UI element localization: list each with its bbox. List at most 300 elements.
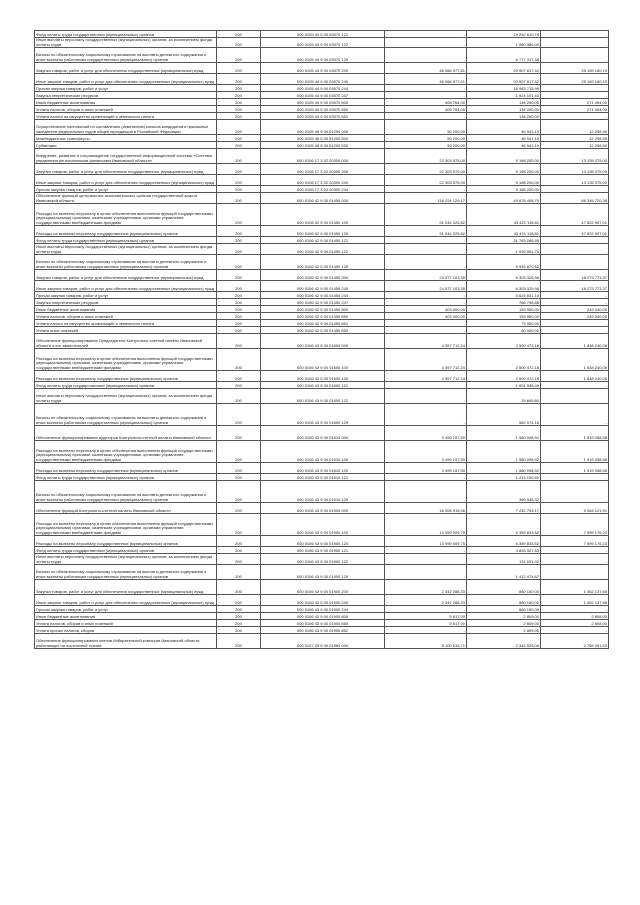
budget-code-cell: 000 0106 43 9 00 01610 100: [261, 441, 385, 463]
table-row: [35, 463, 609, 474]
unexecuted-amount-cell: 1 848 240,06: [541, 371, 609, 382]
table-row: [35, 204, 609, 226]
unexecuted-amount-cell: 1 919 058,58: [541, 441, 609, 463]
unexecuted-amount-cell: 2 808,00: [541, 620, 609, 627]
approved-amount-cell: -: [385, 627, 467, 634]
approved-amount-cell: 59 200,00: [385, 142, 467, 149]
table-row: [35, 113, 609, 120]
executed-amount-cell: 7 242 793,17: [467, 503, 541, 514]
line-code-cell: 200: [217, 371, 261, 382]
unexecuted-amount-cell: -: [541, 85, 609, 92]
row-name-cell: Иные бюджетные ассигнования: [35, 613, 217, 620]
table-row: [35, 627, 609, 634]
executed-amount-cell: 6 777 417,48: [467, 48, 541, 63]
line-code-cell: 200: [217, 281, 261, 292]
table-row: [35, 349, 609, 371]
approved-amount-cell: 91 244 025,82: [385, 204, 467, 226]
table-row: [35, 292, 609, 299]
budget-code-cell: 000 0106 43 9 00 01900 850: [261, 620, 385, 627]
line-code-cell: 200: [217, 389, 261, 404]
row-name-cell: Иные закупки товаров, работ и услуг для обеспечения государственных (муниципальных) нужд: [35, 281, 217, 292]
budget-code-cell: 000 0105 44 9 00 03570 850: [261, 106, 385, 113]
table-row: [35, 92, 609, 99]
line-code-cell: 200: [217, 627, 261, 634]
row-name-cell: Взносы по обязательному социальному страхованию на выплаты денежного содержания и иные выплаты работникам государственных (муниципальных) органов: [35, 565, 217, 580]
row-name-cell: Расходы на выплаты персоналу в целях обеспечения выполнения функций государственными (муниципальными) органами, казенными учреждениями, органами управления государственными внебюджетными фондами: [35, 204, 217, 226]
table-row: [35, 620, 609, 627]
unexecuted-amount-cell: -: [541, 92, 609, 99]
row-name-cell: Расходы на выплаты персоналу государственных (муниципальных) органов: [35, 463, 217, 474]
executed-amount-cell: 766 798,88: [467, 299, 541, 306]
line-code-cell: 200: [217, 164, 261, 175]
unexecuted-amount-cell: -: [541, 320, 609, 327]
budget-code-cell: 000 0106 42 9 00 01450 853: [261, 327, 385, 334]
table-row: [35, 270, 609, 281]
unexecuted-amount-cell: -: [541, 299, 609, 306]
executed-amount-cell: 2 809,00: [467, 620, 541, 627]
row-name-cell: Взносы по обязательному социальному страхованию на выплаты денежного содержания и иные выплаты работникам государственных (муниципальных) органов: [35, 48, 217, 63]
unexecuted-amount-cell: 271 494,00: [541, 106, 609, 113]
row-name-cell: Расходы на выплаты персоналу в целях обеспечения выполнения функций государственными (муниципальными) органами, казенными учреждениями, органами управления государственными внебюджетными фондами: [35, 441, 217, 463]
budget-code-cell: 000 0106 43 9 00 01900 122: [261, 554, 385, 565]
approved-amount-cell: 4 357 712,24: [385, 334, 467, 349]
line-code-cell: 200: [217, 113, 261, 120]
table-row: [35, 85, 609, 92]
approved-amount-cell: 13 959 009,75: [385, 536, 467, 547]
approved-amount-cell: 405 764,00: [385, 99, 467, 106]
executed-amount-cell: 880 150,00: [467, 595, 541, 606]
executed-amount-cell: 46 941,10: [467, 120, 541, 135]
budget-code-cell: 000 0106 17 3 02 20300 000: [261, 149, 385, 164]
row-name-cell: Взносы по обязательному социальному страхованию на выплаты денежного содержания и иные выплаты работникам государственных (муниципальных) органов: [35, 255, 217, 270]
budget-code-cell: 000 0106 43 9 00 01900 000: [261, 503, 385, 514]
table-row: [35, 120, 609, 135]
budget-code-cell: 000 0106 43 9 00 01900 100: [261, 514, 385, 536]
row-name-cell: Закупка товаров, работ и услуг для обеспечения государственных (муниципальных) нужд: [35, 63, 217, 74]
approved-amount-cell: 3 499 157,50: [385, 426, 467, 441]
executed-amount-cell: 1 213 150,60: [467, 474, 541, 481]
unexecuted-amount-cell: -: [541, 606, 609, 613]
table-row: [35, 536, 609, 547]
line-code-cell: 200: [217, 463, 261, 474]
table-row: [35, 503, 609, 514]
executed-amount-cell: 46 941,10: [467, 135, 541, 142]
executed-amount-cell: 2 509 472,18: [467, 349, 541, 371]
unexecuted-amount-cell: 12 258,90: [541, 142, 609, 149]
table-row: [35, 74, 609, 85]
unexecuted-amount-cell: -: [541, 554, 609, 565]
executed-amount-cell: 43 421 118,81: [467, 204, 541, 226]
line-code-cell: 200: [217, 503, 261, 514]
unexecuted-amount-cell: 12 258,90: [541, 120, 609, 135]
budget-code-cell: 000 0105 44 9 00 03570 122: [261, 38, 385, 48]
budget-code-cell: 000 0106 43 9 00 01900 200: [261, 580, 385, 595]
row-name-cell: Расходы на выплаты персоналу государственных (муниципальных) органов: [35, 371, 217, 382]
approved-amount-cell: 5 109 616,71: [385, 634, 467, 649]
table-row: [35, 613, 609, 620]
budget-code-cell: 000 0106 43 9 00 01610 121: [261, 474, 385, 481]
line-code-cell: 200: [217, 474, 261, 481]
approved-amount-cell: -: [385, 547, 467, 554]
line-code-cell: 200: [217, 92, 261, 99]
approved-amount-cell: 59 200,00: [385, 120, 467, 135]
approved-amount-cell: 3 499 157,50: [385, 463, 467, 474]
line-code-cell: 200: [217, 404, 261, 426]
approved-amount-cell: -: [385, 299, 467, 306]
line-code-cell: 200: [217, 606, 261, 613]
budget-code-cell: 000 0106 43 9 00 01900 121: [261, 547, 385, 554]
row-name-cell: Расходы на выплаты персоналу в целях обеспечения выполнения функций государственными (муниципальными) органами, казенными учреждениями, органами управления государственными внебюджетными фондами: [35, 349, 217, 371]
row-name-cell: Закупка энергетических ресурсов: [35, 92, 217, 99]
line-code-cell: 200: [217, 327, 261, 334]
executed-amount-cell: 73 960,00: [467, 320, 541, 327]
row-name-cell: Закупка товаров, работ и услуг для обеспечения государственных (муниципальных) нужд: [35, 580, 217, 595]
approved-amount-cell: -: [385, 244, 467, 255]
table-row: [35, 441, 609, 463]
approved-amount-cell: 91 244 025,82: [385, 226, 467, 237]
approved-amount-cell: 403 000,00: [385, 306, 467, 313]
table-row: [35, 595, 609, 606]
budget-code-cell: 000 0106 42 9 00 01450 247: [261, 299, 385, 306]
budget-code-cell: 000 0106 42 9 00 01450 100: [261, 204, 385, 226]
budget-code-cell: 000 0105 44 9 00 03570 247: [261, 92, 385, 99]
unexecuted-amount-cell: -: [541, 292, 609, 299]
budget-code-cell: 000 0106 43 9 00 01900 244: [261, 606, 385, 613]
row-name-cell: Расходы на выплаты персоналу государственных (муниципальных) органов: [35, 226, 217, 237]
approved-amount-cell: 4 357 712,24: [385, 371, 467, 382]
line-code-cell: 200: [217, 554, 261, 565]
table-row: [35, 634, 609, 649]
table-row: [35, 426, 609, 441]
budget-code-cell: 000 0105 44 9 00 03570 244: [261, 85, 385, 92]
row-name-cell: Фонд оплаты труда государственных (муниципальных) органов: [35, 382, 217, 389]
executed-amount-cell: 582 074,18: [467, 404, 541, 426]
budget-code-cell: 000 0106 42 9 00 01450 851: [261, 320, 385, 327]
approved-amount-cell: 5 617,00: [385, 620, 467, 627]
row-name-cell: Уплата прочих налогов, сборов: [35, 627, 217, 634]
unexecuted-amount-cell: -: [541, 38, 609, 48]
row-name-cell: Взносы по обязательному социальному страхованию на выплаты денежного содержания и иные выплаты работникам государственных (муниципальных) органов: [35, 481, 217, 503]
unexecuted-amount-cell: 25 159 160,19: [541, 63, 609, 74]
unexecuted-amount-cell: -: [541, 113, 609, 120]
approved-amount-cell: -: [385, 327, 467, 334]
approved-amount-cell: 24 577 103,35: [385, 270, 467, 281]
line-code-cell: 200: [217, 193, 261, 204]
row-name-cell: Прочая закупка товаров, работ и услуг: [35, 292, 217, 299]
executed-amount-cell: 20 907 817,42: [467, 74, 541, 85]
row-name-cell: Обеспечение функционирования аудиторов Контрольно-счетной палаты Ивановской области: [35, 426, 217, 441]
unexecuted-amount-cell: 1 919 058,58: [541, 426, 609, 441]
approved-amount-cell: -: [385, 85, 467, 92]
row-name-cell: Уплата налога на имущество организаций и земельного налога: [35, 320, 217, 327]
line-code-cell: 200: [217, 595, 261, 606]
budget-code-cell: 000 0106 43 9 00 01900 800: [261, 613, 385, 620]
executed-amount-cell: 1 580 098,92: [467, 426, 541, 441]
table-row: [35, 244, 609, 255]
line-code-cell: 200: [217, 536, 261, 547]
table-row: [35, 149, 609, 164]
unexecuted-amount-cell: -: [541, 474, 609, 481]
budget-code-cell: 000 0105 44 9 00 03570 800: [261, 99, 385, 106]
table-row: [35, 327, 609, 334]
executed-amount-cell: 1 924 101,43: [467, 92, 541, 99]
budget-code-cell: 000 0106 42 9 00 01450 122: [261, 244, 385, 255]
budget-report-sheet: [34, 30, 608, 649]
row-name-cell: Иные выплаты персоналу государственных (муниципальных) органов, за исключением фонда оплаты труда: [35, 554, 217, 565]
table-row: [35, 226, 609, 237]
budget-code-cell: 000 0106 43 9 00 01900 129: [261, 565, 385, 580]
approved-amount-cell: 3 499 157,50: [385, 441, 467, 463]
table-row: [35, 554, 609, 565]
approved-amount-cell: 5 617,00: [385, 613, 467, 620]
unexecuted-amount-cell: 1 919 058,58: [541, 463, 609, 474]
approved-amount-cell: -: [385, 320, 467, 327]
executed-amount-cell: 9 168 200,00: [467, 186, 541, 193]
executed-amount-cell: 1 060 389,00: [467, 38, 541, 48]
table-row: [35, 382, 609, 389]
unexecuted-amount-cell: 18 273 773,37: [541, 270, 609, 281]
unexecuted-amount-cell: -: [541, 627, 609, 634]
executed-amount-cell: 2 509 472,18: [467, 371, 541, 382]
budget-code-cell: 000 0106 42 9 00 01450 121: [261, 237, 385, 244]
row-name-cell: Уплата налогов, сборов и иных платежей: [35, 313, 217, 320]
budget-code-cell: 000 0106 43 9 00 01600 120: [261, 371, 385, 382]
row-name-cell: Уплата налогов, сборов и иных платежей: [35, 620, 217, 627]
executed-amount-cell: 2 344 525,08: [467, 634, 541, 649]
budget-code-cell: 000 0106 43 9 00 01600 122: [261, 389, 385, 404]
approved-amount-cell: 46 066 977,61: [385, 63, 467, 74]
budget-code-cell: 000 0106 42 9 00 01450 850: [261, 313, 385, 320]
approved-amount-cell: -: [385, 382, 467, 389]
approved-amount-cell: 22 303 575,00: [385, 149, 467, 164]
executed-amount-cell: 20 907 817,42: [467, 63, 541, 74]
approved-amount-cell: 4 357 712,24: [385, 349, 467, 371]
table-row: [35, 38, 609, 48]
unexecuted-amount-cell: -: [541, 382, 609, 389]
row-name-cell: Иные закупки товаров, работ и услуг для обеспечения государственных (муниципальных) нужд: [35, 595, 217, 606]
budget-code-cell: 000 0105 44 9 00 03570 240: [261, 74, 385, 85]
row-name-cell: Иные выплаты персоналу государственных (муниципальных) органов, за исключением фонда оплаты труда: [35, 38, 217, 48]
table-row: [35, 175, 609, 186]
table-row: [35, 565, 609, 580]
approved-amount-cell: 13 959 009,75: [385, 514, 467, 536]
approved-amount-cell: 2 342 288,33: [385, 580, 467, 595]
executed-amount-cell: 9 945 870,63: [467, 255, 541, 270]
approved-amount-cell: 22 303 575,00: [385, 175, 467, 186]
budget-code-cell: 000 0106 42 9 00 01450 244: [261, 292, 385, 299]
row-name-cell: Закупка товаров, работ и услуг для обеспечения государственных (муниципальных) нужд: [35, 164, 217, 175]
approved-amount-cell: -: [385, 565, 467, 580]
approved-amount-cell: 405 764,00: [385, 106, 467, 113]
line-code-cell: 200: [217, 204, 261, 226]
unexecuted-amount-cell: 1 848 240,06: [541, 334, 609, 349]
line-code-cell: 200: [217, 142, 261, 149]
approved-amount-cell: -: [385, 292, 467, 299]
line-code-cell: 200: [217, 38, 261, 48]
executed-amount-cell: 9 168 200,00: [467, 149, 541, 164]
line-code-cell: 200: [217, 270, 261, 281]
approved-amount-cell: -: [385, 554, 467, 565]
executed-amount-cell: 1 692 961,70: [467, 244, 541, 255]
line-code-cell: 200: [217, 334, 261, 349]
unexecuted-amount-cell: 2 765 091,63: [541, 634, 609, 649]
unexecuted-amount-cell: -: [541, 48, 609, 63]
unexecuted-amount-cell: 12 258,90: [541, 135, 609, 142]
line-code-cell: 200: [217, 565, 261, 580]
budget-code-cell: 000 0106 43 9 00 01900 240: [261, 595, 385, 606]
approved-amount-cell: -: [385, 606, 467, 613]
budget-code-cell: 000 0106 17 3 02 20300 240: [261, 175, 385, 186]
executed-amount-cell: 80 000,00: [467, 327, 541, 334]
unexecuted-amount-cell: 13 135 375,00: [541, 149, 609, 164]
table-row: [35, 106, 609, 113]
executed-amount-cell: 18 983 715,99: [467, 85, 541, 92]
unexecuted-amount-cell: -: [541, 31, 609, 38]
budget-code-cell: 000 0106 43 9 00 01600 121: [261, 382, 385, 389]
budget-code-cell: 000 0107 43 9 00 01960 000: [261, 634, 385, 649]
row-name-cell: Фонд оплаты труда государственных (муниципальных) органов: [35, 237, 217, 244]
approved-amount-cell: -: [385, 48, 467, 63]
budget-expenditure-table: [34, 30, 609, 649]
executed-amount-cell: 5 624 531,10: [467, 292, 541, 299]
table-row: [35, 186, 609, 193]
line-code-cell: 200: [217, 620, 261, 627]
approved-amount-cell: -: [385, 92, 467, 99]
table-row: [35, 320, 609, 327]
line-code-cell: 200: [217, 292, 261, 299]
table-row: [35, 474, 609, 481]
executed-amount-cell: 134 290,00: [467, 106, 541, 113]
unexecuted-amount-cell: 249 040,00: [541, 313, 609, 320]
row-name-cell: Обеспечение функций Контрольно-счетной палаты Ивановской области: [35, 503, 217, 514]
row-name-cell: Иные бюджетные ассигнования: [35, 99, 217, 106]
table-row: [35, 164, 609, 175]
table-row: [35, 48, 609, 63]
line-code-cell: 200: [217, 226, 261, 237]
line-code-cell: 200: [217, 48, 261, 63]
table-body: [35, 31, 609, 649]
approved-amount-cell: -: [385, 38, 467, 48]
row-name-cell: Расходы на выплаты персоналу в целях обеспечения выполнения функций государственными (муниципальными) органами, казенными учреждениями, органами управления государственными внебюджетными фондами: [35, 514, 217, 536]
approved-amount-cell: -: [385, 474, 467, 481]
line-code-cell: 200: [217, 99, 261, 106]
unexecuted-amount-cell: 25 159 160,19: [541, 74, 609, 85]
executed-amount-cell: 880 150,00: [467, 580, 541, 595]
line-code-cell: 200: [217, 149, 261, 164]
budget-code-cell: 000 0106 43 9 00 01900 852: [261, 627, 385, 634]
budget-code-cell: 000 0105 48 9 00 51200 000: [261, 120, 385, 135]
unexecuted-amount-cell: 7 599 176,23: [541, 536, 609, 547]
line-code-cell: 200: [217, 120, 261, 135]
line-code-cell: 200: [217, 186, 261, 193]
table-row: [35, 547, 609, 554]
table-row: [35, 334, 609, 349]
approved-amount-cell: 2 342 288,33: [385, 595, 467, 606]
executed-amount-cell: 1 580 098,92: [467, 441, 541, 463]
budget-code-cell: 000 0106 42 9 00 01450 120: [261, 226, 385, 237]
unexecuted-amount-cell: -: [541, 186, 609, 193]
line-code-cell: 200: [217, 255, 261, 270]
table-row: [35, 389, 609, 404]
approved-amount-cell: -: [385, 113, 467, 120]
executed-amount-cell: 6 303 329,98: [467, 270, 541, 281]
executed-amount-cell: 24 252 810,78: [467, 31, 541, 38]
table-row: [35, 237, 609, 244]
approved-amount-cell: 403 000,00: [385, 313, 467, 320]
table-row: [35, 255, 609, 270]
table-row: [35, 313, 609, 320]
unexecuted-amount-cell: 47 822 907,01: [541, 204, 609, 226]
unexecuted-amount-cell: -: [541, 327, 609, 334]
table-row: [35, 299, 609, 306]
executed-amount-cell: 6 303 329,98: [467, 281, 541, 292]
unexecuted-amount-cell: 1 462 137,68: [541, 580, 609, 595]
unexecuted-amount-cell: 47 822 907,01: [541, 226, 609, 237]
row-name-cell: Фонд оплаты труда государственных (муниципальных) органов: [35, 474, 217, 481]
approved-amount-cell: -: [385, 237, 467, 244]
budget-code-cell: 000 0105 48 9 00 51200 500: [261, 135, 385, 142]
budget-code-cell: 000 0106 43 9 00 01610 000: [261, 426, 385, 441]
unexecuted-amount-cell: 66 345 720,38: [541, 193, 609, 204]
row-name-cell: Межбюджетные трансферты: [35, 135, 217, 142]
approved-amount-cell: -: [385, 481, 467, 503]
line-code-cell: 200: [217, 135, 261, 142]
row-name-cell: Иные выплаты персоналу государственных (муниципальных) органов, за исключением фонда оплаты труда: [35, 244, 217, 255]
line-code-cell: 200: [217, 481, 261, 503]
row-name-cell: Закупка энергетических ресурсов: [35, 299, 217, 306]
row-name-cell: Обеспечение функций центральных исполнительных органов государственной власти Ивановской области: [35, 193, 217, 204]
line-code-cell: 200: [217, 349, 261, 371]
table-row: [35, 31, 609, 38]
executed-amount-cell: 134 290,00: [467, 113, 541, 120]
line-code-cell: 200: [217, 613, 261, 620]
unexecuted-amount-cell: 18 273 773,37: [541, 281, 609, 292]
approved-amount-cell: -: [385, 255, 467, 270]
row-name-cell: Иные выплаты персоналу государственных (муниципальных) органов, за исключением фонда оплаты труда: [35, 389, 217, 404]
budget-code-cell: 000 0105 44 9 00 03570 200: [261, 63, 385, 74]
table-row: [35, 404, 609, 426]
unexecuted-amount-cell: -: [541, 237, 609, 244]
executed-amount-cell: 2 809,00: [467, 613, 541, 620]
budget-code-cell: 000 0106 42 9 00 01450 240: [261, 281, 385, 292]
row-name-cell: Иные бюджетные ассигнования: [35, 306, 217, 313]
line-code-cell: 200: [217, 313, 261, 320]
line-code-cell: 200: [217, 441, 261, 463]
executed-amount-cell: 153 960,00: [467, 313, 541, 320]
line-code-cell: 200: [217, 514, 261, 536]
row-name-cell: Взносы по обязательному социальному страхованию на выплаты денежного содержания и иные выплаты работникам государственных (муниципальных) органов: [35, 404, 217, 426]
line-code-cell: 200: [217, 31, 261, 38]
approved-amount-cell: 116 224 129,17: [385, 193, 467, 204]
executed-amount-cell: 4 833 327,83: [467, 547, 541, 554]
line-code-cell: 200: [217, 244, 261, 255]
row-name-cell: Фонд оплаты труда государственных (муниципальных) органов: [35, 547, 217, 554]
line-code-cell: 200: [217, 382, 261, 389]
unexecuted-amount-cell: -: [541, 481, 609, 503]
executed-amount-cell: 43 421 118,81: [467, 226, 541, 237]
table-row: [35, 580, 609, 595]
unexecuted-amount-cell: -: [541, 547, 609, 554]
table-row: [35, 306, 609, 313]
budget-code-cell: 000 0106 17 3 02 20300 244: [261, 186, 385, 193]
budget-code-cell: 000 0106 42 9 00 01450 200: [261, 270, 385, 281]
executed-amount-cell: 1 601 548,40: [467, 382, 541, 389]
line-code-cell: 200: [217, 85, 261, 92]
line-code-cell: 200: [217, 634, 261, 649]
row-name-cell: Прочая закупка товаров, работ и услуг: [35, 606, 217, 613]
executed-amount-cell: 6 359 833,52: [467, 536, 541, 547]
approved-amount-cell: -: [385, 186, 467, 193]
